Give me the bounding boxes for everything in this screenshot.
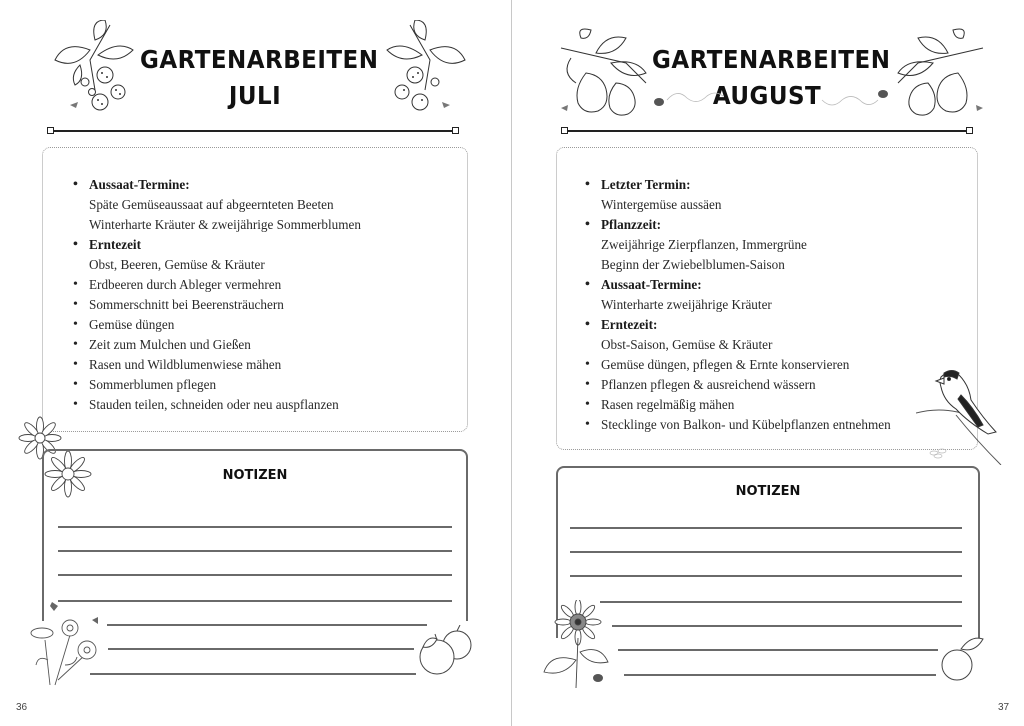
page-title-july [130, 42, 380, 114]
title-line-1: GARTENARBEITEN [652, 45, 891, 74]
task-item: • Erntezeit: [585, 315, 965, 335]
note-line[interactable] [570, 551, 962, 553]
goldfinch-bird-icon [916, 365, 1006, 465]
sunflower-icon [540, 600, 615, 690]
note-line[interactable] [618, 649, 938, 651]
task-item: • Stecklinge von Balkon- und Kübelpflanzen entnehmen [585, 415, 965, 435]
task-item: • Pflanzzeit: [585, 215, 965, 235]
peach-icon [937, 635, 987, 685]
note-line[interactable] [624, 674, 936, 676]
task-item: • Pflanzen pflegen & ausreichend wässern [585, 375, 965, 395]
task-item: • Erntezeit [73, 235, 453, 255]
note-line[interactable] [90, 673, 416, 675]
bees-swirl-icon [647, 84, 897, 112]
task-item: • Aussaat-Termine: [73, 175, 453, 195]
title-line-1: GARTENARBEITEN [140, 45, 379, 74]
note-line[interactable] [612, 625, 962, 627]
pear-branch-left-icon [556, 28, 656, 123]
note-line[interactable] [570, 527, 962, 529]
task-item: • Zeit zum Mulchen und Gießen [73, 335, 453, 355]
task-item: • Sommerschnitt bei Beerensträuchern [73, 295, 453, 315]
title-line-2: JULI [228, 81, 282, 110]
page-right-august [512, 0, 1024, 726]
title-divider [564, 130, 970, 132]
task-item: • Gemüse düngen, pflegen & Ernte konservieren [585, 355, 965, 375]
notes-title: NOTIZEN [735, 484, 801, 499]
note-line[interactable] [58, 600, 452, 602]
note-line[interactable] [58, 550, 452, 552]
task-item: Winterharte zweijährige Kräuter [601, 297, 772, 312]
task-item: • Aussaat-Termine: [585, 275, 965, 295]
task-item: • Stauden teilen, schneiden oder neu auspflanzen [73, 395, 453, 415]
note-line[interactable] [107, 624, 427, 626]
note-line[interactable] [600, 601, 962, 603]
note-line[interactable] [570, 575, 962, 577]
title-line-2: AUGUST [712, 81, 822, 110]
title-divider [50, 130, 456, 132]
task-item: • Letzter Termin: [585, 175, 965, 195]
raspberry-branch-right-icon [375, 20, 470, 120]
wildflowers-butterflies-icon [30, 600, 110, 690]
task-item: Winterharte Kräuter & zweijährige Sommerblumen [89, 217, 361, 232]
page-number: 36 [16, 702, 28, 713]
task-item: • Erdbeeren durch Ableger vermehren [73, 275, 453, 295]
apples-icon [415, 625, 475, 680]
task-item: Zweijährige Zierpflanzen, Immergrüne [601, 237, 807, 252]
task-item: • Sommerblumen pflegen [73, 375, 453, 395]
task-list-july [73, 175, 453, 415]
task-item: • Rasen und Wildblumenwiese mähen [73, 355, 453, 375]
task-item: Obst-Saison, Gemüse & Kräuter [601, 337, 773, 352]
note-line[interactable] [108, 648, 414, 650]
page-number: 37 [998, 702, 1010, 713]
note-line[interactable] [58, 526, 452, 528]
task-item: • Rasen regelmäßig mähen [585, 395, 965, 415]
task-item: Wintergemüse aussäen [601, 197, 722, 212]
task-item: Obst, Beeren, Gemüse & Kräuter [89, 257, 265, 272]
task-item: Beginn der Zwiebelblumen-Saison [601, 257, 785, 272]
task-item: • Gemüse düngen [73, 315, 453, 335]
note-line[interactable] [58, 574, 452, 576]
task-item: Späte Gemüseaussaat auf abgeernteten Beeten [89, 197, 334, 212]
notes-title: NOTIZEN [222, 468, 288, 483]
pear-branch-right-icon [888, 28, 988, 123]
task-list-august [585, 175, 965, 435]
